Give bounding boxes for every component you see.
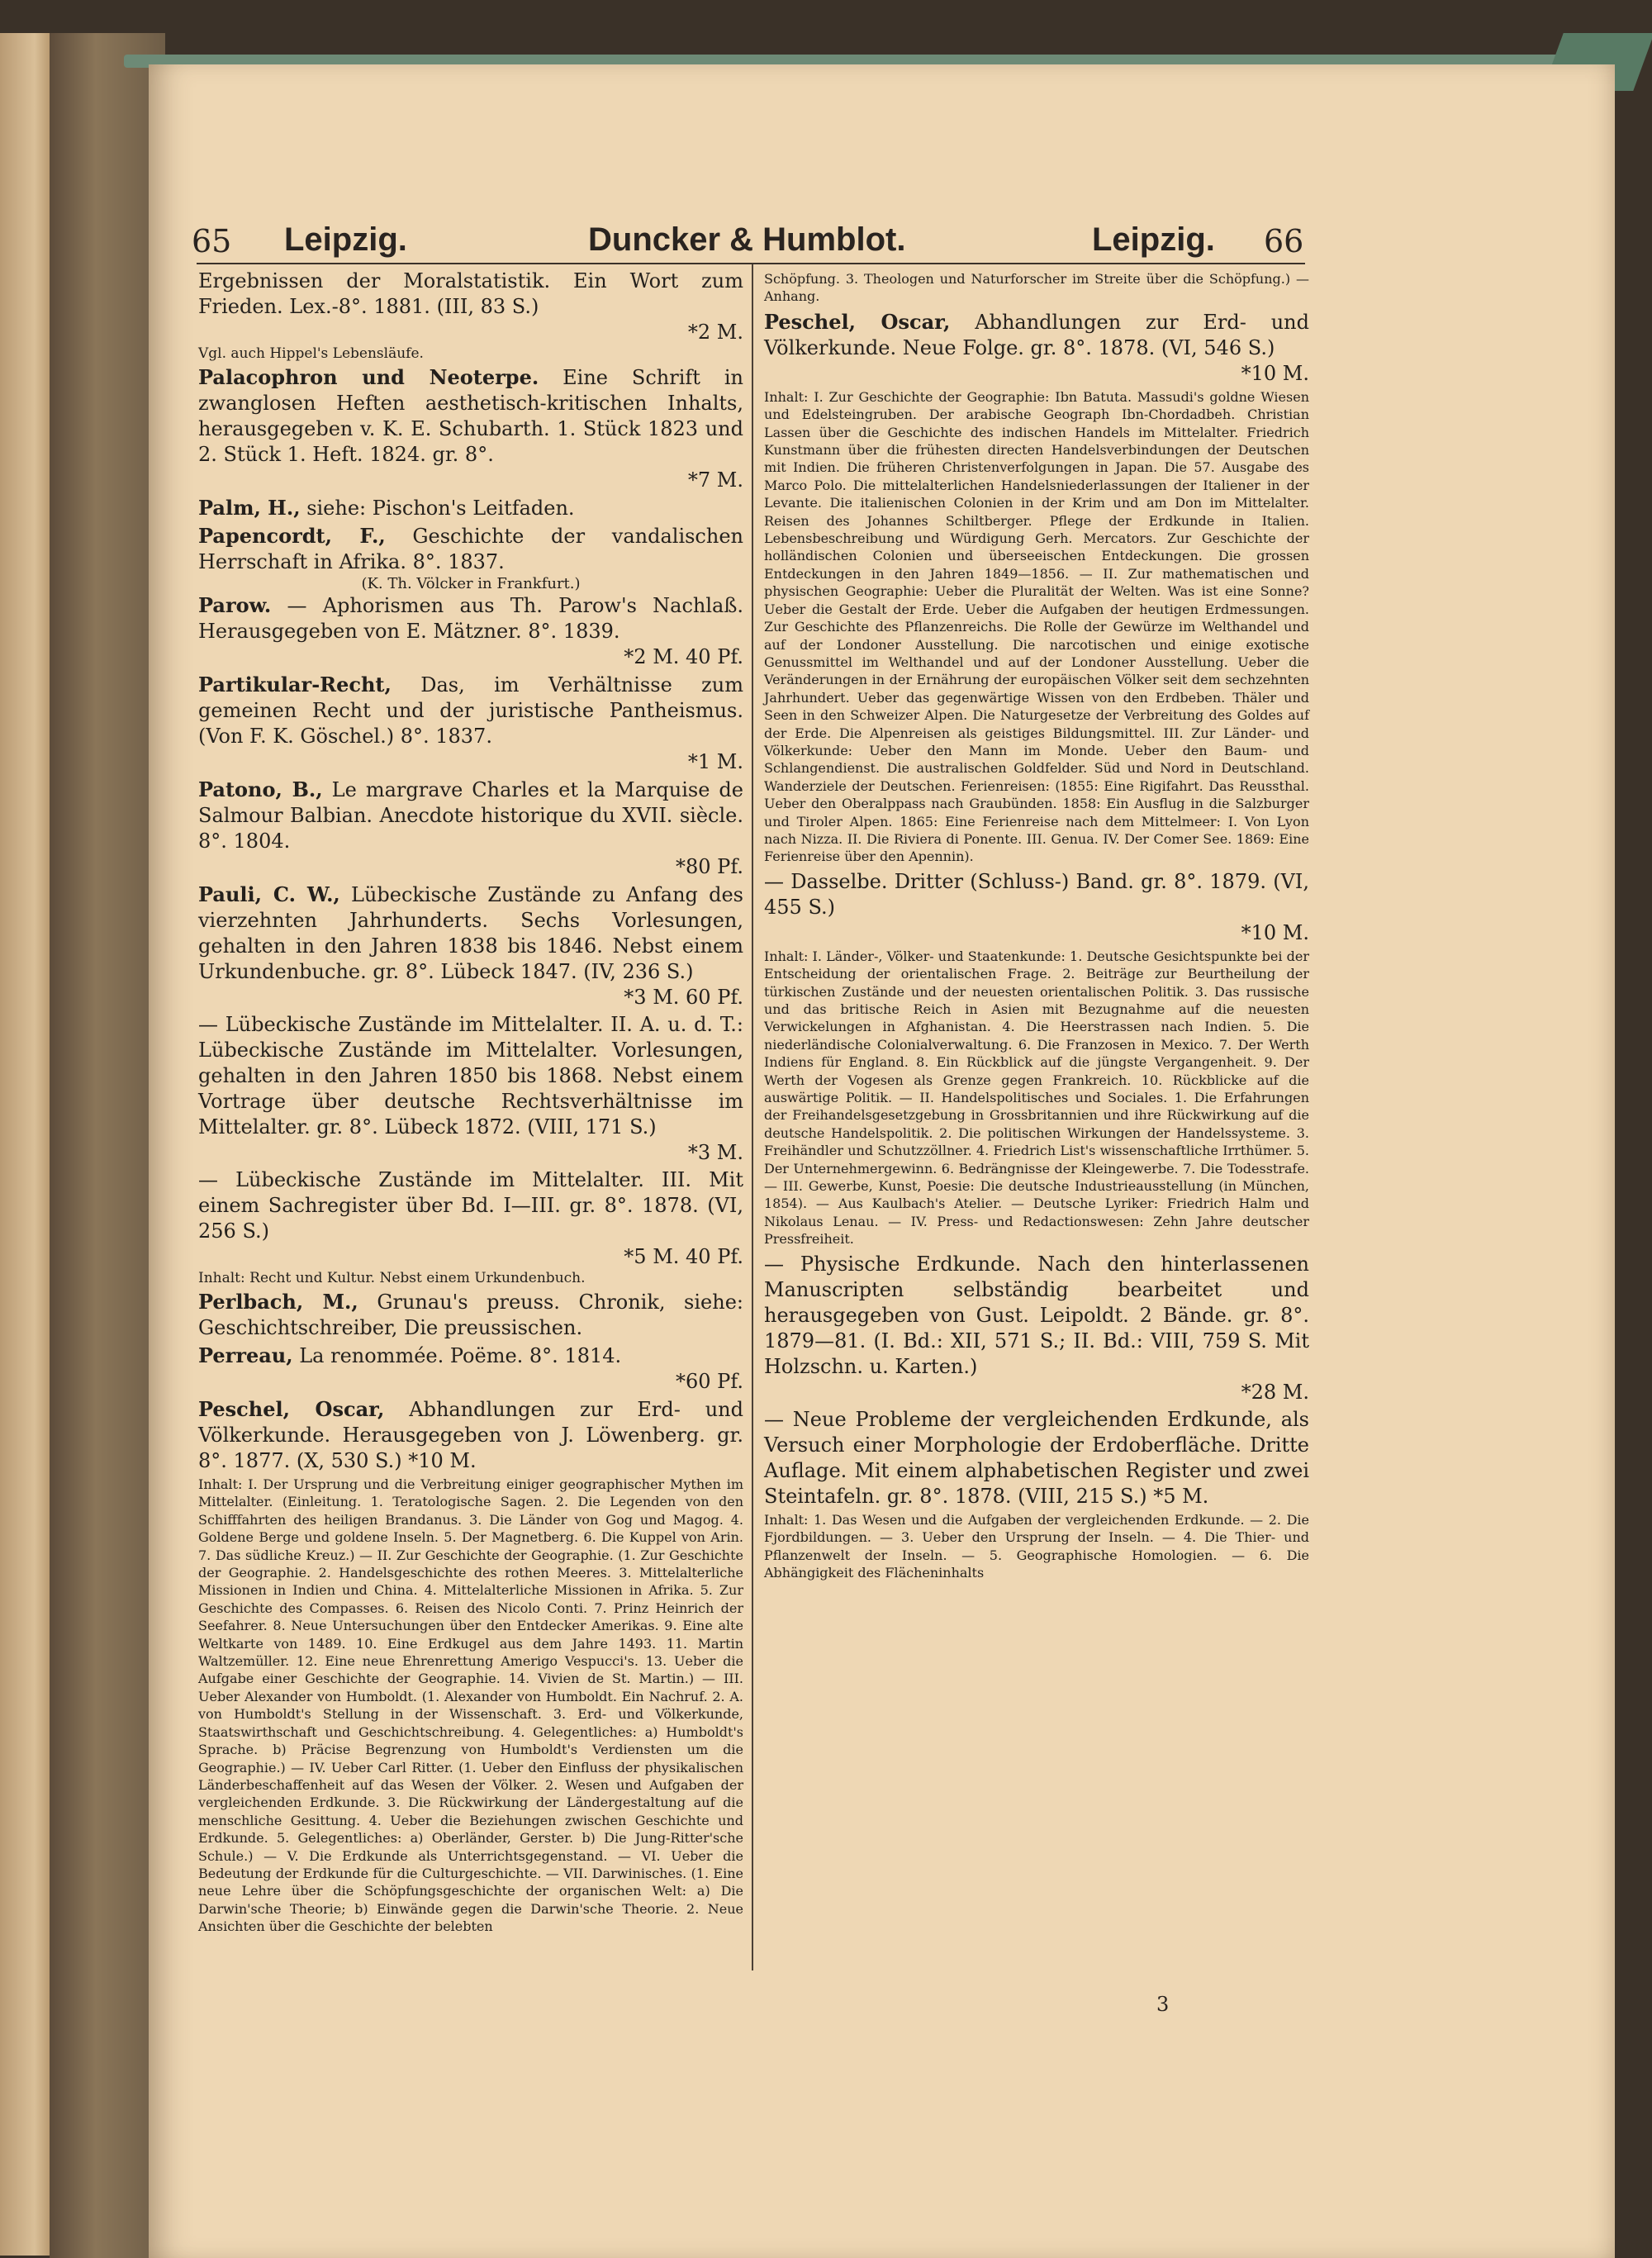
entry-price: *3 M. — [687, 1141, 743, 1164]
entry-text: — Neue Probleme der vergleichenden Erdkunde, als Versuch einer Morphologie der Erdoberfläche. Dritte Auflage. Mit einem alphabetischen Register und zwei Steintafeln. gr. 8°. 1878. (VIII, 215 S.) *5 M. — [764, 1407, 1309, 1508]
entry-text: — Lübeckische Zustände im Mittelalter. III. Mit einem Sachregister über Bd. I—III. gr. 8°. 1878. (VI, 256 S.) — [198, 1168, 743, 1243]
catalog-entry — [198, 1167, 743, 1270]
entry-note: Vgl. auch Hippel's Lebensläufe. — [198, 345, 424, 362]
publisher-note: (K. Th. Völcker in Frankfurt.) — [361, 575, 581, 592]
header-city-left: Leipzig. — [284, 221, 407, 258]
catalog-entry — [198, 364, 743, 493]
entry-price: *28 M. — [1241, 1380, 1309, 1404]
entry-price: *1 M. — [687, 750, 743, 773]
contents-note: Inhalt: 1. Das Wesen und die Aufgaben der vergleichenden Erdkunde. — 2. Die Fjordbildungen. — 3. Ueber den Ursprung der Inseln. — 4. Die Thier- und Pflanzenwelt der Inseln. — 5. Geographische Homologien. — 6. Die Abhängigkeit des Flächeninhalts — [764, 1511, 1309, 1581]
entry-text: Geschichte der vandalischen Herrschaft in Afrika. 8°. 1837. — [198, 525, 743, 573]
entry-text: Eine Schrift in zwanglosen Heften aesthetisch-kritischen Inhalts, herausgegeben v. K. E. Schubarth. 1. Stück 1823 und 2. Stück 1. Heft. 1824. gr. 8°. — [198, 366, 744, 466]
entry-text: siehe: Pischon's Leitfaden. — [300, 497, 575, 520]
entry-headword: Perreau, — [198, 1343, 293, 1367]
catalog-entry — [198, 777, 743, 880]
contents-note: Inhalt: I. Zur Geschichte der Geographie: Ibn Batuta. Massudi's goldne Wiesen und Edelsteingruben. Der arabische Geograph Ibn-Chordadbeh. Christian Lassen über die Geschichte des indischen Handels im Mittelalter. Friedrich Kunstmann über die frühesten directen Handelsverbindungen der Deutschen mit Indien. Die früheren Christenverfolgungen in Japan. Die 57. Ausgabe des Marco Polo. Die mittelalterlichen Handelsniederlassungen der Italiener in der Levante. Die italienischen Colonien in der Krim und am Don im Mittelalter. Reisen des Johannes Schiltberger. Pflege der Erdkunde in Italien. Lebensbeschreibung und Würdigung Gerh. Mercators. Zur Geschichte der holländischen Colonien und überseeischen Entdeckungen. Die grossen Entdeckungen in den Jahren 1849—1856. — II. Zur mathematischen und physischen Geographie: Ueber die Pluralität der Welten. Was ist eine Sonne? Ueber die Gestalt der Erde. Ueber die Aufgaben der heutigen Erdmessungen. Zur Geschichte des Pflanzenreichs. Die Rolle der Gewürze im Welthandel und auf der Londoner Ausstellung. Die narcotischen und einige exotische Genussmittel im Welthandel und auf der Londoner Ausstellung. Ueber die Veränderungen in der Ernährung der europäischen Völker seit dem sechzehnten Jahrhundert. Ueber das gegenwärtige Wissen von den Erdbeben. Thäler und Seen in den Schweizer Alpen. Die Naturgesetze der Verbreitung des Goldes auf der Erde. Die Alpenreisen als geistiges Bildungsmittel. III. Zur Länder- und Völkerkunde: Ueber den Mann im Monde. Ueber den Baum- und Schlangendienst. Die australischen Goldfelder. Süd und Nord in Deutschland. Wanderziele der Deutschen. Ferienreisen: (1855: Eine Rigifahrt. Das Reussthal. Ueber den Oberalppass nach Graubünden. 1858: Ein Ausflug in die Salzburger und Tiroler Alpen. 1865: Eine Ferienreise nach dem Mittelmeer: I. Von Lyon nach Nizza. II. Die Riviera di Ponente. III. Genua. IV. Der Comer See. 1869: Eine Ferienreise über den Apennin). — [764, 388, 1309, 865]
entry-headword: Parow. — [198, 593, 272, 617]
entry-price: *10 M. — [1241, 361, 1309, 385]
entry-text: Grunau's preuss. Chronik, siehe: Geschichtschreiber, Die preussischen. — [198, 1291, 744, 1339]
catalog-entry — [198, 1396, 743, 1474]
entry-text: Das, im Verhältnisse zum gemeinen Recht und der juristische Pantheismus. (Von F. K. Göschel.) 8°. 1837. — [198, 673, 743, 748]
catalog-entry — [198, 1012, 743, 1166]
entry-headword: Patono, B., — [198, 777, 323, 801]
entry-text: Abhandlungen zur Erd- und Völkerkunde. Herausgegeben von J. Löwenberg. gr. 8°. 1877. (X, 530 S.) *10 M. — [198, 1398, 743, 1472]
entry-price: *2 M. 40 Pf. — [624, 645, 743, 668]
entry-headword: Peschel, Oscar, — [764, 309, 951, 334]
entry-text: Abhandlungen zur Erd- und Völkerkunde. Neue Folge. gr. 8°. 1878. (VI, 546 S.) — [764, 310, 1309, 359]
book-gutter — [50, 33, 165, 2258]
entry-headword: Partikular-Recht, — [198, 673, 392, 696]
entry-price: *80 Pf. — [676, 855, 743, 878]
right-column — [764, 269, 1309, 1585]
entry-price: *3 M. 60 Pf. — [624, 986, 743, 1009]
entry-text: — Physische Erdkunde. Nach den hinterlassenen Manuscripten selbständig bearbeitet und herausgegeben von Gust. Leipoldt. 2 Bände. gr. 8°. 1879—81. (I. Bd.: XII, 571 S.; II. Bd.: VIII, 759 S. Mit Holzschn. u. Karten.) — [764, 1252, 1309, 1378]
catalog-entry — [198, 672, 743, 775]
catalog-entry — [198, 882, 743, 1010]
entry-text: Le margrave Charles et la Marquise de Salmour Balbian. Anecdote historique du XVII. siècle. 8°. 1804. — [198, 778, 743, 853]
entry-headword: Palacophron und Neoterpe. — [198, 365, 539, 389]
column-rule — [752, 264, 753, 1970]
entry-text: Lübeckische Zustände zu Anfang des vierzehnten Jahrhunderts. Sechs Vorlesungen, gehalten in den Jahren 1838 bis 1846. Nebst einem Urkundenbuche. gr. 8°. Lübeck 1847. (IV, 236 S.) — [198, 883, 743, 983]
catalog-entry — [764, 309, 1309, 387]
entry-text: — Dasselbe. Dritter (Schluss-) Band. gr. 8°. 1879. (VI, 455 S.) — [764, 869, 1309, 919]
catalog-entry — [198, 1289, 743, 1341]
entry-headword: Pauli, C. W., — [198, 882, 340, 906]
catalog-entry — [198, 269, 743, 345]
entry-headword: Papencordt, F., — [198, 524, 386, 548]
header-city-right: Leipzig. — [1092, 221, 1215, 258]
entry-text: La renommée. Poëme. 8°. 1814. — [292, 1344, 622, 1367]
contents-note: Inhalt: I. Länder-, Völker- und Staatenkunde: 1. Deutsche Gesichtspunkte bei der Entscheidung der orientalischen Frage. 2. Beiträge zur Beurtheilung der türkischen Zustände und der neuesten orientalischen Politik. 3. Das russische und das britische Reich in Asien mit Bezugnahme auf die neuesten Verwickelungen in Afghanistan. 4. Die Heerstrassen nach Indien. 5. Die niederländische Colonialverwaltung. 6. Die Franzosen in Mexico. 7. Der Werth Indiens für England. 8. Ein Rückblick auf die jüngste Vergangenheit. 9. Der Werth der Vogesen als Grenze gegen Frankreich. 10. Rückblicke auf die auswärtige Politik. — II. Handelspolitisches und Sociales. 1. Die Erfahrungen der Freihandelsgesetzgebung in Grossbritannien und ihre Rückwirkung auf die deutsche Handelspolitik. 2. Die politischen Wirkungen der Handelssysteme. 3. Freihändler und Schutzzöllner. 4. Friedrich List's wissenschaftliche Irrthümer. 5. Der Unternehmergewinn. 6. Bedrängnisse der Kleingewerbe. 7. Die Todesstrafe. — III. Gewerbe, Kunst, Poesie: Die deutsche Industrieausstellung (in München, 1854). — Aus Kaulbach's Atelier. — Deutsche Lyriker: Friedrich Halm und Nikolaus Lenau. — IV. Press- und Redactionswesen: Zehn Jahre deutscher Pressfreiheit. — [764, 948, 1309, 1248]
page-number-right: 66 — [1264, 223, 1304, 259]
entry-price: *7 M. — [687, 468, 743, 492]
entry-note: Inhalt: Recht und Kultur. Nebst einem Urkundenbuch. — [198, 1270, 586, 1286]
entry-price: *5 M. 40 Pf. — [624, 1245, 743, 1268]
header-publisher: Duncker & Humblot. — [588, 221, 906, 258]
contents-note: Inhalt: I. Der Ursprung und die Verbreitung einiger geographischer Mythen im Mittelalter. (Einleitung. 1. Teratologische Sagen. 2. Die Legenden von den Schifffahrten des heiligen Brandanus. 3. Die Länder von Gog und Magog. 4. Goldene Berge und goldene Inseln. 5. Der Magnetberg. 6. Die Kuppel von Arin. 7. Das südliche Kreuz.) — II. Zur Geschichte der Geographie. (1. Zur Geschichte der Geographie. 2. Handelsgeschichte des rothen Meeres. 3. Mittelalterliche Missionen in Indien und China. 4. Mittelalterliche Missionen in Afrika. 5. Zur Geschichte des Compasses. 6. Reisen des Nicolo Conti. 7. Prinz Heinrich der Seefahrer. 8. Neue Untersuchungen über den Entdecker Amerikas. 9. Eine alte Weltkarte von 1489. 10. Eine Erdkugel aus dem Jahre 1493. 11. Martin Waltzemüller. 12. Eine neue Ehrenrettung Amerigo Vespucci's. 13. Ueber die Aufgabe einer Geschichte der Geographie. 14. Vivien de St. Martin.) — III. Ueber Alexander von Humboldt. (1. Alexander von Humboldt. Ein Nachruf. 2. A. von Humboldt's Stellung in der Wissenschaft. 3. Erd- und Völkerkunde, Staatswirthschaft und Geschichtschreibung. 4. Gelegentliches: a) Humboldt's Sprache. b) Präcise Begrenzung von Humboldt's Verdiensten um die Geographie.) — IV. Ueber Carl Ritter. (1. Ueber den Einfluss der physikalischen Länderbeschaffenheit auf das Wesen der Völker. 2. Wesen und Aufgaben der vergleichenden Erdkunde. 3. Die Rückwirkung der Ländergestaltung auf die menschliche Gesittung. 4. Ueber die Beziehungen zwischen Geschichte und Erdkunde. 5. Gelegentliches: a) Oberländer, Gerster. b) Die Jung-Ritter'sche Schule.) — V. Die Erdkunde als Unterrichtsgegenstand. — VI. Ueber die Bedeutung der Erdkunde für die Culturgeschichte. — VII. Darwinisches. (1. Eine neue Lehre über die Schöpfungsgeschichte der organischen Welt: a) Die Darwin'sche Theorie; b) Einwände gegen die Darwin'sche Theorie. 2. Neue Ansichten über die Geschichte der belebten — [198, 1476, 743, 1935]
entry-price: *2 M. — [687, 321, 743, 344]
catalog-entry — [764, 1407, 1309, 1509]
folio-signature: 3 — [1156, 1993, 1170, 2016]
entry-price: *60 Pf. — [676, 1370, 743, 1393]
catalog-entry — [764, 1252, 1309, 1405]
header-rule — [197, 263, 1305, 264]
catalog-entry — [198, 592, 743, 670]
entry-headword: Palm, H., — [198, 496, 301, 520]
entry-text: Ergebnissen der Moralstatistik. Ein Wort zum Frieden. Lex.-8°. 1881. (III, 83 S.) — [198, 269, 743, 318]
left-column — [198, 269, 743, 1939]
catalog-entry — [198, 495, 743, 521]
entry-headword: Peschel, Oscar, — [198, 1397, 385, 1421]
catalog-entry — [198, 1343, 743, 1395]
catalog-entry — [764, 869, 1309, 946]
entry-headword: Perlbach, M., — [198, 1290, 358, 1314]
catalog-entry — [198, 523, 743, 575]
entry-price: *10 M. — [1241, 920, 1309, 944]
contents-note: Schöpfung. 3. Theologen und Naturforscher im Streite über die Schöpfung.) — Anhang. — [764, 271, 1309, 305]
page-number-left: 65 — [192, 223, 232, 259]
entry-text: — Aphorismen aus Th. Parow's Nachlaß. Herausgegeben von E. Mätzner. 8°. 1839. — [198, 594, 743, 643]
entry-text: — Lübeckische Zustände im Mittelalter. II. A. u. d. T.: Lübeckische Zustände im Mittelalter. Vorlesungen, gehalten in den Jahren 1850 bis 1868. Nebst einem Vortrage über deutsche Rechtsverhältnisse im Mittelalter. gr. 8°. Lübeck 1872. (VIII, 171 S.) — [198, 1013, 743, 1139]
